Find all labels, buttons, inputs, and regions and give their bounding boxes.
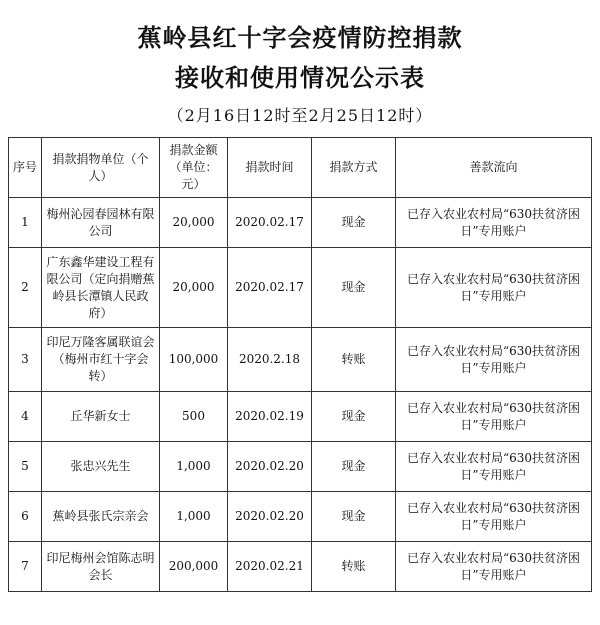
table-row bbox=[9, 248, 592, 328]
row-method: 现金 bbox=[312, 392, 396, 442]
header-no: 序号 bbox=[9, 138, 42, 198]
row-method: 现金 bbox=[312, 198, 396, 248]
row-amount: 20,000 bbox=[160, 248, 228, 328]
row-method: 转账 bbox=[312, 542, 396, 592]
row-amount: 1,000 bbox=[160, 442, 228, 492]
donation-table bbox=[8, 137, 592, 592]
row-time: 2020.02.17 bbox=[228, 198, 312, 248]
row-amount: 500 bbox=[160, 392, 228, 442]
row-method: 现金 bbox=[312, 248, 396, 328]
row-no: 2 bbox=[9, 248, 42, 328]
row-no: 6 bbox=[9, 492, 42, 542]
row-amount: 100,000 bbox=[160, 328, 228, 392]
header-donor: 捐款捐物单位（个人） bbox=[42, 138, 160, 198]
row-flow: 已存入农业农村局“630扶贫济困日”专用账户 bbox=[396, 392, 592, 442]
row-amount: 1,000 bbox=[160, 492, 228, 542]
row-flow: 已存入农业农村局“630扶贫济困日”专用账户 bbox=[396, 492, 592, 542]
row-donor: 张忠兴先生 bbox=[42, 442, 160, 492]
row-amount: 200,000 bbox=[160, 542, 228, 592]
table-row bbox=[9, 198, 592, 248]
header-flow: 善款流向 bbox=[396, 138, 592, 198]
row-no: 3 bbox=[9, 328, 42, 392]
table-row bbox=[9, 492, 592, 542]
row-flow: 已存入农业农村局“630扶贫济困日”专用账户 bbox=[396, 442, 592, 492]
row-no: 4 bbox=[9, 392, 42, 442]
header-time: 捐款时间 bbox=[228, 138, 312, 198]
row-flow: 已存入农业农村局“630扶贫济困日”专用账户 bbox=[396, 198, 592, 248]
row-time: 2020.02.21 bbox=[228, 542, 312, 592]
row-amount: 20,000 bbox=[160, 198, 228, 248]
table-row bbox=[9, 328, 592, 392]
title-line-1: 蕉岭县红十字会疫情防控捐款 bbox=[137, 24, 463, 52]
row-donor: 广东鑫华建设工程有限公司（定向捐赠蕉岭县长潭镇人民政府） bbox=[42, 248, 160, 328]
row-donor: 丘华新女士 bbox=[42, 392, 160, 442]
row-no: 5 bbox=[9, 442, 42, 492]
table-row bbox=[9, 542, 592, 592]
row-flow: 已存入农业农村局“630扶贫济困日”专用账户 bbox=[396, 328, 592, 392]
row-time: 2020.2.18 bbox=[228, 328, 312, 392]
header-amount: 捐款金额（单位：元） bbox=[160, 138, 228, 198]
row-method: 现金 bbox=[312, 442, 396, 492]
row-donor: 蕉岭县张氏宗亲会 bbox=[42, 492, 160, 542]
row-time: 2020.02.20 bbox=[228, 442, 312, 492]
row-no: 1 bbox=[9, 198, 42, 248]
row-time: 2020.02.19 bbox=[228, 392, 312, 442]
row-donor: 印尼梅州会馆陈志明会长 bbox=[42, 542, 160, 592]
title-line-2: 接收和使用情况公示表 bbox=[175, 64, 425, 92]
row-donor: 梅州沁园春园林有限公司 bbox=[42, 198, 160, 248]
row-time: 2020.02.17 bbox=[228, 248, 312, 328]
row-flow: 已存入农业农村局“630扶贫济困日”专用账户 bbox=[396, 248, 592, 328]
header-method: 捐款方式 bbox=[312, 138, 396, 198]
table-header-row bbox=[9, 138, 592, 198]
row-time: 2020.02.20 bbox=[228, 492, 312, 542]
row-flow: 已存入农业农村局“630扶贫济困日”专用账户 bbox=[396, 542, 592, 592]
table-row bbox=[9, 392, 592, 442]
row-donor: 印尼万隆客属联谊会（梅州市红十字会转） bbox=[42, 328, 160, 392]
date-range-subtitle: （2月16日12时至2月25日12时） bbox=[167, 106, 433, 125]
table-row bbox=[9, 442, 592, 492]
row-method: 现金 bbox=[312, 492, 396, 542]
row-method: 转账 bbox=[312, 328, 396, 392]
row-no: 7 bbox=[9, 542, 42, 592]
